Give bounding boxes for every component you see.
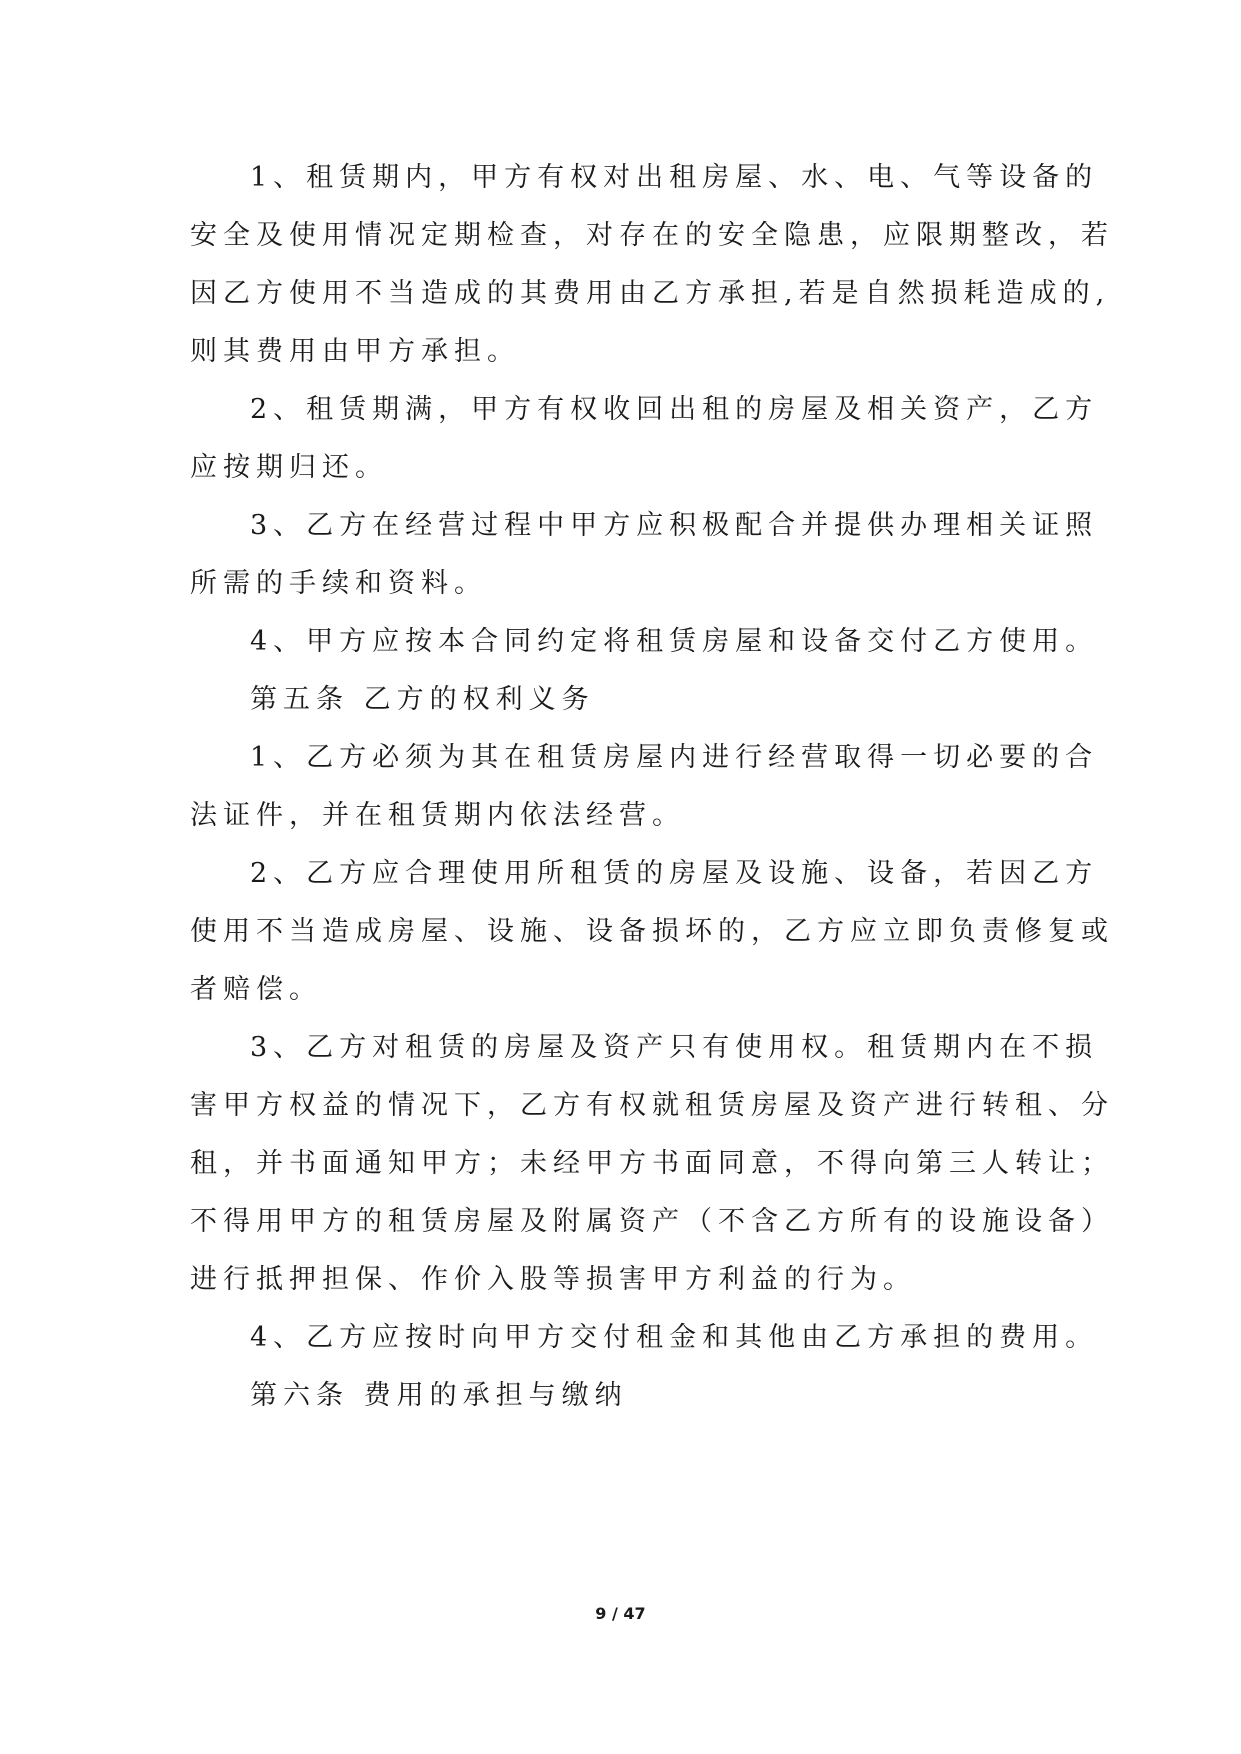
text-line: 3、乙方在经营过程中甲方应积极配合并提供办理相关证照 [250,510,1099,541]
text-line: 进行抵押担保、作价入股等损害甲方利益的行为。 [190,1264,916,1295]
text-line: 1、租赁期内，甲方有权对出租房屋、水、电、气等设备的 [250,162,1099,193]
text-line: 者赔偿。 [190,974,322,1005]
text-line: 则其费用由甲方承担。 [190,336,520,367]
section-heading: 第五条 乙方的权利义务 [250,684,595,715]
text-line: 因乙方使用不当造成的其费用由乙方承担,若是自然损耗造成的, [190,278,1111,309]
section-heading: 第六条 费用的承担与缴纳 [250,1380,628,1411]
text-line: 害甲方权益的情况下，乙方有权就租赁房屋及资产进行转租、分 [190,1090,1114,1121]
page-number: 9 / 47 [595,1604,646,1623]
text-line: 所需的手续和资料。 [190,568,487,599]
text-line: 法证件，并在租赁期内依法经营。 [190,800,685,831]
text-line: 使用不当造成房屋、设施、设备损坏的，乙方应立即负责修复或 [190,916,1114,947]
text-line: 4、乙方应按时向甲方交付租金和其他由乙方承担的费用。 [250,1322,1099,1353]
text-line: 1、乙方必须为其在租赁房屋内进行经营取得一切必要的合 [250,742,1099,773]
text-line: 2、乙方应合理使用所租赁的房屋及设施、设备，若因乙方 [250,858,1099,889]
text-line: 2、租赁期满，甲方有权收回出租的房屋及相关资产，乙方 [250,394,1099,425]
text-line: 4、甲方应按本合同约定将租赁房屋和设备交付乙方使用。 [250,626,1099,657]
text-line: 不得用甲方的租赁房屋及附属资产（不含乙方所有的设施设备） [190,1206,1114,1237]
text-line: 3、乙方对租赁的房屋及资产只有使用权。租赁期内在不损 [250,1032,1099,1063]
text-line: 安全及使用情况定期检查，对存在的安全隐患，应限期整改，若 [190,220,1114,251]
text-line: 租，并书面通知甲方；未经甲方书面同意，不得向第三人转让； [190,1148,1114,1179]
text-line: 应按期归还。 [190,452,388,483]
